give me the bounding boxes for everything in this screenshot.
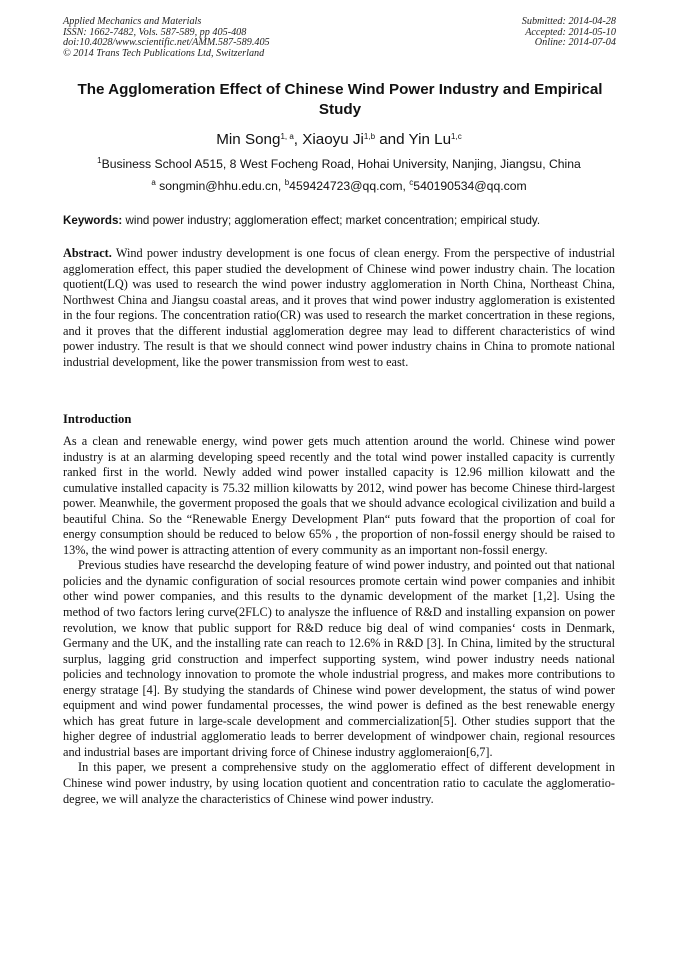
email-address: 459424723@qq.com, xyxy=(289,179,410,193)
keywords xyxy=(63,213,618,228)
author-separator: , xyxy=(293,131,303,148)
accepted-date: Accepted: 2014-05-10 xyxy=(525,26,616,38)
copyright-line: © 2014 Trans Tech Publications Ltd, Switzerland xyxy=(63,47,265,59)
intro-paragraph: Previous studies have researchd the developing feature of wind power industry, and pointed out that national policies and the dynamic configuration of social resources promote certain wind power companies and inhibit other wind power companies, and this results to the dynamic development of the market [1,2]. Using the method of two factors lering curve(2FLC) to analysze the influence of R&D and installing expansion on power revolution, we know that public support for R&D reduce big deal of wind companies‘ costs in Denmark, Germany and the UK, and the installing rate can reach to 12.6% in R&D [3]. In China, limited by the structural surplus, lagging grid construction and imperfect supporting system, wind power industry needs national policies and technology innovation to promote the whole industrial progress, and makes more contributions to energy stratage [4]. By studying the standards of Chinese wind power development, the status of wind power equipment and wind power fundamental processes, the wind power is defined as the best renewable energy which has great future in large-scale development and commercialization[5]. Other studies support that the higher degree of industrial agglomeratio leads to berrer development of windpower chain, regional resources and industrial bases are important driving force of Chinese industry agglomeraion[6,7]. xyxy=(63,558,615,759)
section-heading-introduction: Introduction xyxy=(63,412,132,426)
abstract xyxy=(63,246,615,370)
keywords-text: wind power industry; agglomeration effect; market concentration; empirical study. xyxy=(122,214,541,227)
submitted-date: Submitted: 2014-04-28 xyxy=(521,16,616,27)
email-mark: b xyxy=(284,178,290,187)
journal-info xyxy=(63,17,270,59)
journal-name: Applied Mechanics and Materials xyxy=(63,16,202,27)
author-emails xyxy=(0,178,678,194)
abstract-label: Abstract. xyxy=(63,246,112,260)
abstract-paragraph xyxy=(63,246,615,370)
dates-info xyxy=(522,17,616,49)
author-affil-mark: 1,c xyxy=(451,132,462,141)
abstract-text: Wind power industry development is one focus of clean energy. From the perspective of industrial agglomeration effect, this paper studied the development of Chinese wind power industry chain. The location quotient(LQ) was used to research the wind power industry agglomeration in North China, Northeast China, Northwest China and Jiangsu coastal areas, and it proves that wind power industry agglomeration is existented in the four regions. The concentration ratio(CR) was used to research the market concertration in these regions, and it proves that the different industial agglomeration degree may lead to different characteristics of wind power industry. The result is that we should connect wind power industry chains in China to promote national industrial development, like the power transmission from west to east. xyxy=(63,246,615,369)
issn-line: ISSN: 1662-7482, Vols. 587-589, pp 405-408 xyxy=(63,26,247,38)
affiliation xyxy=(0,156,678,172)
online-date: Online: 2014-07-04 xyxy=(534,37,616,49)
author-affil-mark: 1, a xyxy=(280,132,294,141)
author-separator: and xyxy=(375,131,409,148)
affiliation-mark: 1 xyxy=(97,156,102,165)
introduction-body xyxy=(63,434,615,807)
author-name: Min Song xyxy=(216,131,281,148)
email-mark: c xyxy=(409,178,414,187)
intro-paragraph: As a clean and renewable energy, wind power gets much attention around the world. Chinese wind power industry is at an alarming developing speed recently and the total wind power installed capacity is currently ranked first in the world. Newly added wind power installed capacity is 12.96 million kilowatt and the cumulative installed capacity is 75.32 million kilowatts by 2012, wind power has become Chinese third-largest power. Meanwhile, the goverment proposed the goals that we should advance ecological civilization and build a beautiful China. So the “Renewable Energy Development Plan“ puts foward that the proportion of coal for energy consumption should be reduced to below 65% , the proportion of non-fossil energy should be raised to 13%, the wind power is attracting attention of every community as an important non-fossil energy. xyxy=(63,434,615,557)
keywords-label: Keywords: xyxy=(63,214,123,227)
doi-line: doi:10.4028/www.scientific.net/AMM.587-589.405 xyxy=(63,37,270,49)
author-name: Xiaoyu Ji xyxy=(302,131,364,148)
email-address: 540190534@qq.com xyxy=(413,179,527,193)
email-address: songmin@hhu.edu.cn, xyxy=(155,179,285,193)
email-mark: a xyxy=(151,178,156,187)
author-list xyxy=(0,131,678,149)
author-affil-mark: 1,b xyxy=(363,132,376,141)
paper-title: The Agglomeration Effect of Chinese Wind Power Industry and Empirical Study xyxy=(77,81,603,118)
affiliation-text: Business School A515, 8 West Focheng Road, Hohai University, Nanjing, Jiangsu, China xyxy=(101,157,581,171)
intro-paragraph: In this paper, we present a comprehensive study on the agglomeratio effect of different development in Chinese wind power industry, by using location quotient and concentration ratio to caculate the agglomeratio-degree, we will analyze the characteristics of Chinese wind power industry. xyxy=(63,760,615,806)
author-name: Yin Lu xyxy=(408,131,452,148)
